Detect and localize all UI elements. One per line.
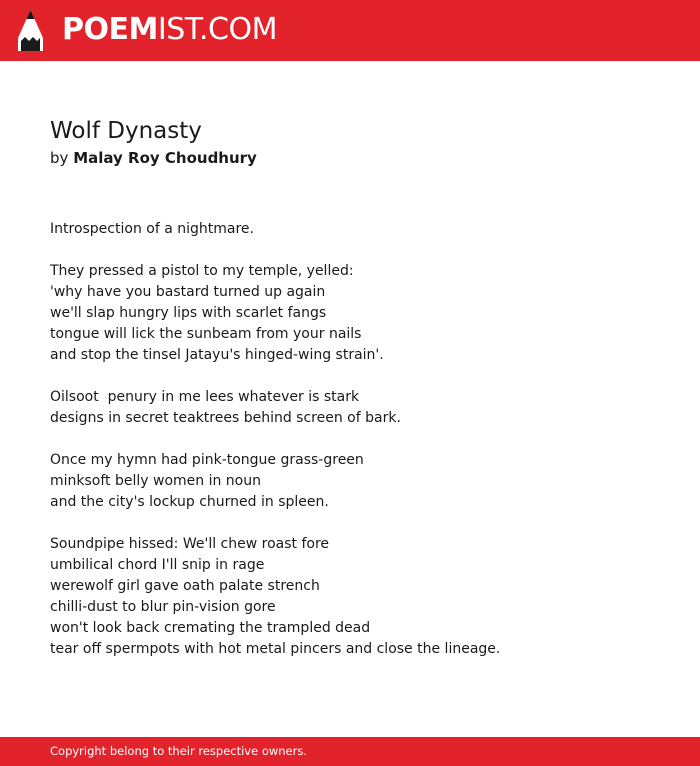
poem-stanza (50, 450, 670, 513)
by-label: by (50, 149, 69, 167)
site-header (0, 0, 700, 61)
poem-line: 'why have you bastard turned up again (50, 284, 326, 300)
brand-light: IST.COM (157, 12, 277, 47)
poem-line: Introspection of a nightmare. (50, 221, 254, 237)
poem-line: chilli-dust to blur pin-vision gore (50, 599, 276, 615)
poem-line: They pressed a pistol to my temple, yelled: (50, 263, 354, 279)
poem-line: tear off spermpots with hot metal pincers and close the lineage. (50, 641, 501, 657)
poem-line: we'll slap hungry lips with scarlet fangs (50, 305, 327, 321)
pencil-logo-icon[interactable] (18, 10, 43, 51)
poem-line: designs in secret teaktrees behind screen of bark. (50, 410, 401, 426)
poem-line: and stop the tinsel Jatayu's hinged-wing strain'. (50, 347, 384, 363)
copyright-text: Copyright belong to their respective owners. (50, 744, 308, 758)
site-footer (0, 737, 700, 766)
site-brand[interactable] (62, 12, 277, 48)
poem-line: won't look back cremating the trampled dead (50, 620, 371, 636)
poem-byline (50, 147, 670, 169)
poem-author: Malay Roy Choudhury (73, 149, 257, 167)
poem-title: Wolf Dynasty (50, 118, 202, 144)
poem-stanza (50, 261, 670, 366)
brand-bold: POEM (62, 12, 158, 47)
poem-stanza (50, 219, 670, 240)
poem-content (50, 116, 670, 681)
poem-line: Oilsoot penury in me lees whatever is stark (50, 389, 360, 405)
poem-body (50, 219, 670, 660)
poem-line: werewolf girl gave oath palate strench (50, 578, 320, 594)
poem-line: Once my hymn had pink-tongue grass-green (50, 452, 364, 468)
poem-stanza (50, 387, 670, 429)
poem-line: umbilical chord I'll snip in rage (50, 557, 265, 573)
poem-line: and the city's lockup churned in spleen. (50, 494, 329, 510)
poem-line: tongue will lick the sunbeam from your nails (50, 326, 362, 342)
poem-line: minksoft belly women in noun (50, 473, 261, 489)
poem-stanza (50, 534, 670, 660)
poem-line: Soundpipe hissed: We'll chew roast fore (50, 536, 330, 552)
